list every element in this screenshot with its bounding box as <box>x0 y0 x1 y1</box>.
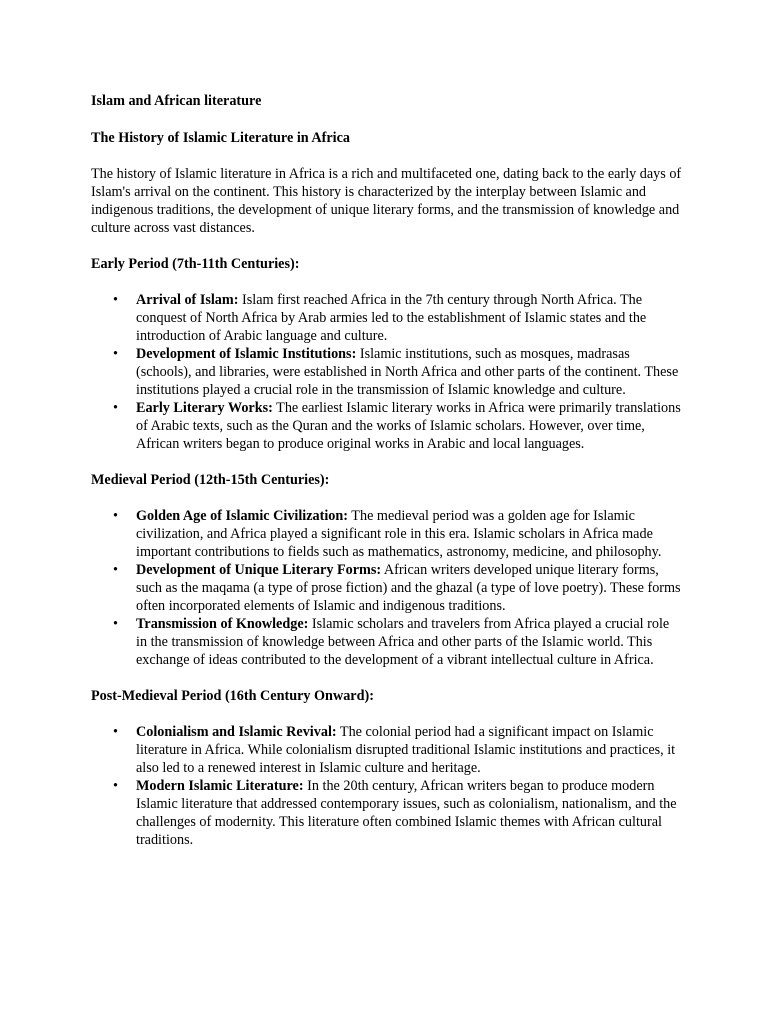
bullet-icon: • <box>113 346 118 362</box>
bullet-list-medieval-period <box>91 507 691 669</box>
list-item-text: Islamic institutions, such as mosques, madrasas (schools), and libraries, were established in North Africa and other parts of the continent. These institutions played a crucial role in the transmission of Islamic knowledge and culture. <box>136 346 679 398</box>
list-item-label: Modern Islamic Literature: <box>136 778 304 794</box>
list-item-label: Development of Unique Literary Forms: <box>136 562 382 578</box>
list-item-text: The colonial period had a significant impact on Islamic literature in Africa. While colonialism disrupted traditional Islamic institutions and practices, it also led to a renewed interest in Islamic culture and heritage. <box>136 724 676 776</box>
bullet-list-early-period <box>91 291 691 453</box>
section-heading-early-period: Early Period (7th-11th Centuries): <box>91 256 300 272</box>
list-item <box>91 615 681 669</box>
intro-paragraph: The history of Islamic literature in Africa is a rich and multifaceted one, dating back to the early days of Islam's arrival on the continent. This history is characterized by the interplay between Islamic and indigenous traditions, the development of unique literary forms, and the transmission of knowledge and culture across vast distances. <box>91 166 682 236</box>
bullet-icon: • <box>113 508 118 524</box>
bullet-icon: • <box>113 292 118 308</box>
section-heading-post-medieval-period: Post-Medieval Period (16th Century Onward): <box>91 688 374 704</box>
bullet-icon: • <box>113 724 118 740</box>
list-item-text: African writers developed unique literary forms, such as the maqama (a type of prose fiction) and the ghazal (a type of love poetry). These forms often incorporated elements of Islamic and indigenous traditions. <box>136 562 681 614</box>
bullet-icon: • <box>113 562 118 578</box>
list-item <box>91 777 681 849</box>
list-item-text: The earliest Islamic literary works in Africa were primarily translations of Arabic texts, such as the Quran and the works of Islamic scholars. However, over time, African writers began to produce original works in Arabic and local languages. <box>136 400 681 452</box>
list-item-text: Islamic scholars and travelers from Africa played a crucial role in the transmission of knowledge between Africa and other parts of the Islamic world. This exchange of ideas contributed to the development of a vibrant intellectual culture in Africa. <box>136 616 670 668</box>
list-item-label: Development of Islamic Institutions: <box>136 346 357 362</box>
list-item-label: Golden Age of Islamic Civilization: <box>136 508 349 524</box>
bullet-icon: • <box>113 400 118 416</box>
list-item-text: The medieval period was a golden age for Islamic civilization, and Africa played a significant role in this era. Islamic scholars in Africa made important contributions to fields such as mathematics, astronomy, medicine, and philosophy. <box>136 508 662 560</box>
bullet-icon: • <box>113 616 118 632</box>
list-item-label: Transmission of Knowledge: <box>136 616 309 632</box>
list-item <box>91 507 681 561</box>
list-item-label: Colonialism and Islamic Revival: <box>136 724 337 740</box>
section-heading-medieval-period: Medieval Period (12th-15th Centuries): <box>91 472 330 488</box>
document-page <box>91 92 691 867</box>
list-item-label: Arrival of Islam: <box>136 292 239 308</box>
list-item <box>91 561 681 615</box>
document-title: Islam and African literature <box>91 93 262 109</box>
bullet-list-post-medieval-period <box>91 723 691 849</box>
list-item <box>91 291 681 345</box>
list-item-text: Islam first reached Africa in the 7th century through North Africa. The conquest of North Africa by Arab armies led to the establishment of Islamic states and the introduction of Arabic language and culture. <box>136 292 647 344</box>
list-item-label: Early Literary Works: <box>136 400 273 416</box>
list-item <box>91 723 681 777</box>
list-item <box>91 345 681 399</box>
list-item <box>91 399 681 453</box>
document-heading: The History of Islamic Literature in Africa <box>91 130 351 146</box>
bullet-icon: • <box>113 778 118 794</box>
list-item-text: In the 20th century, African writers began to produce modern Islamic literature that addressed contemporary issues, such as colonialism, nationalism, and the challenges of modernity. This literature often combined Islamic themes with African cultural traditions. <box>136 778 677 848</box>
